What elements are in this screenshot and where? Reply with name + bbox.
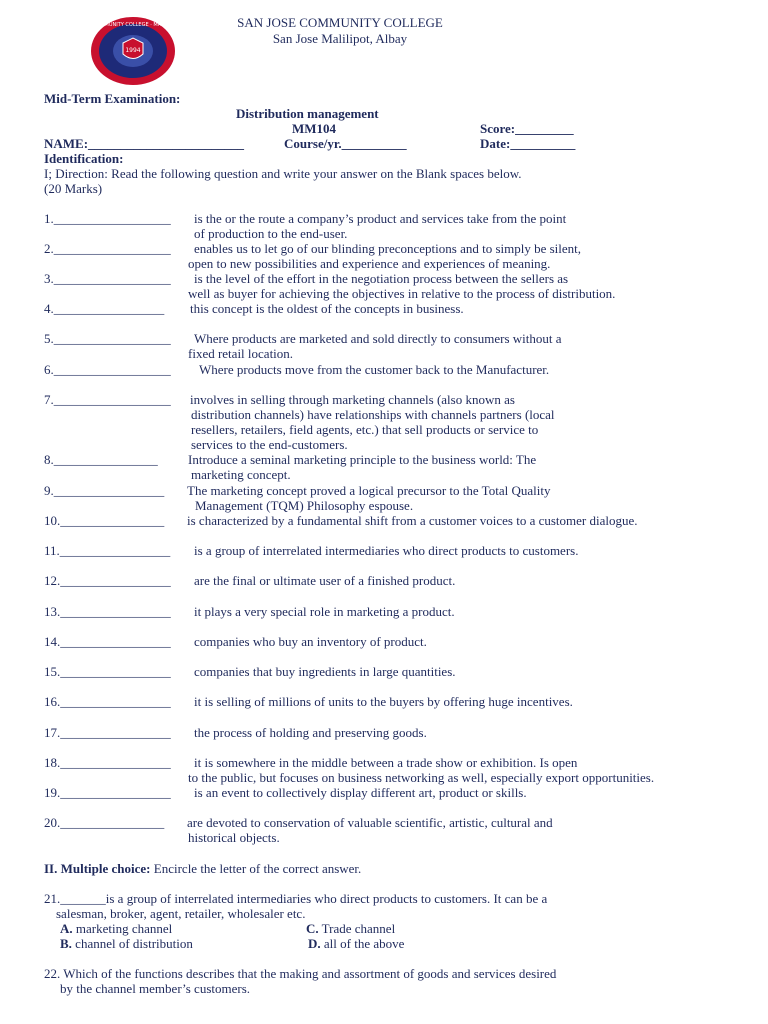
item-4-line-1: this concept is the oldest of the concepts in business. xyxy=(190,301,464,316)
exam-type: Mid-Term Examination: xyxy=(44,91,181,106)
option-d-text: all of the above xyxy=(320,936,405,951)
item-16-line-1: it is selling of millions of units to the buyers by offering huge incentives. xyxy=(194,694,573,709)
item-10-number: 10.________________ xyxy=(44,513,165,528)
option-a-text: marketing channel xyxy=(72,921,173,936)
item-16-number: 16._________________ xyxy=(44,694,171,709)
college-name: SAN JOSE COMMUNITY COLLEGE xyxy=(237,15,443,30)
item-9-line-1: The marketing concept proved a logical precursor to the Total Quality xyxy=(187,483,551,498)
part1-direction: I; Direction: Read the following question and write your answer on the Blank spaces below. xyxy=(44,166,522,181)
item-7-number: 7.__________________ xyxy=(44,392,171,407)
item-19-number: 19._________________ xyxy=(44,785,171,800)
exam-subject: Distribution management xyxy=(236,106,379,121)
q21-option-b xyxy=(60,936,193,951)
q21-line-1: 21._______is a group of interrelated intermediaries who direct products to customers. It can be a xyxy=(44,891,548,906)
item-20-line-1: are devoted to conservation of valuable scientific, artistic, cultural and xyxy=(187,815,553,830)
item-13-line-1: it plays a very special role in marketing a product. xyxy=(194,604,455,619)
option-a-letter: A. xyxy=(60,921,73,936)
item-2-line-1: enables us to let go of our blinding preconceptions and to simply be silent, xyxy=(194,241,582,256)
q21-option-a xyxy=(60,921,172,936)
item-2-number: 2.__________________ xyxy=(44,241,171,256)
item-19-line-1: is an event to collectively display different art, product or skills. xyxy=(194,785,527,800)
item-5-line-2: fixed retail location. xyxy=(188,346,294,361)
part1-marks: (20 Marks) xyxy=(44,181,103,196)
option-d-letter: D. xyxy=(308,936,321,951)
part2-title-rest: Encircle the letter of the correct answer. xyxy=(150,861,362,876)
q22-line-1: 22. Which of the functions describes that the making and assortment of goods and services desired xyxy=(44,966,557,981)
item-14-number: 14._________________ xyxy=(44,634,171,649)
option-b-letter: B. xyxy=(60,936,72,951)
item-1-line-2: of production to the end-user. xyxy=(194,226,348,241)
exam-code: MM104 xyxy=(292,121,337,136)
item-17-number: 17._________________ xyxy=(44,725,171,740)
college-address: San Jose Malilipot, Albay xyxy=(272,31,408,46)
part1-title: Identification: xyxy=(44,151,124,166)
item-6-number: 6.__________________ xyxy=(44,362,171,377)
date-field: Date:__________ xyxy=(480,136,576,151)
item-18-line-2: to the public, but focuses on business networking as well, especially export opportunities. xyxy=(188,770,655,785)
item-8-line-2: marketing concept. xyxy=(191,467,291,482)
option-c-text: Trade channel xyxy=(318,921,396,936)
item-17-line-1: the process of holding and preserving goods. xyxy=(194,725,427,740)
item-11-line-1: is a group of interrelated intermediaries who direct products to customers. xyxy=(194,543,579,558)
item-6-line-1: Where products move from the customer back to the Manufacturer. xyxy=(199,362,550,377)
item-10-line-1: is characterized by a fundamental shift from a customer voices to a customer dialogue. xyxy=(187,513,638,528)
item-20-line-2: historical objects. xyxy=(188,830,280,845)
item-5-line-1: Where products are marketed and sold directly to consumers without a xyxy=(194,331,562,346)
item-15-line-1: companies that buy ingredients in large quantities. xyxy=(194,664,456,679)
item-15-number: 15._________________ xyxy=(44,664,171,679)
item-8-line-1: Introduce a seminal marketing principle to the business world: The xyxy=(188,452,537,467)
item-11-number: 11._________________ xyxy=(44,543,171,558)
item-8-number: 8.________________ xyxy=(44,452,158,467)
item-20-number: 20.________________ xyxy=(44,815,165,830)
course-field: Course/yr.__________ xyxy=(284,136,407,151)
item-18-number: 18._________________ xyxy=(44,755,171,770)
item-1-number: 1.__________________ xyxy=(44,211,171,226)
name-field: NAME:________________________ xyxy=(44,136,245,151)
item-7-line-1: involves in selling through marketing channels (also known as xyxy=(190,392,515,407)
item-2-line-2: open to new possibilities and experience and experiences of meaning. xyxy=(188,256,551,271)
q21-option-c xyxy=(306,921,395,936)
item-13-number: 13._________________ xyxy=(44,604,171,619)
item-18-line-1: it is somewhere in the middle between a trade show or exhibition. Is open xyxy=(194,755,578,770)
item-7-line-4: services to the end-customers. xyxy=(191,437,348,452)
item-12-line-1: are the final or ultimate user of a finished product. xyxy=(194,573,456,588)
item-7-line-3: resellers, retailers, field agents, etc.) that sell products or service to xyxy=(191,422,539,437)
item-3-line-1: is the level of the effort in the negotiation process between the sellers as xyxy=(194,271,569,286)
option-b-text: channel of distribution xyxy=(71,936,193,951)
item-1-line-1: is the or the route a company’s product and services take from the point xyxy=(194,211,567,226)
item-3-number: 3.__________________ xyxy=(44,271,171,286)
item-5-number: 5.__________________ xyxy=(44,331,171,346)
score-field: Score:_________ xyxy=(480,121,574,136)
part2-title-bold: II. Multiple choice: xyxy=(44,861,151,876)
item-9-line-2: Management (TQM) Philosophy espouse. xyxy=(195,498,414,513)
q21-line-2: salesman, broker, agent, retailer, wholesaler etc. xyxy=(56,906,306,921)
item-14-line-1: companies who buy an inventory of product. xyxy=(194,634,427,649)
item-12-number: 12._________________ xyxy=(44,573,171,588)
part2-title xyxy=(44,861,361,876)
item-3-line-2: well as buyer for achieving the objectives in relative to the process of distribution. xyxy=(188,286,616,301)
q21-option-d xyxy=(308,936,404,951)
item-9-number: 9._________________ xyxy=(44,483,165,498)
item-4-number: 4._________________ xyxy=(44,301,165,316)
option-c-letter: C. xyxy=(306,921,319,936)
q22-line-2: by the channel member’s customers. xyxy=(60,981,251,996)
item-7-line-2: distribution channels) have relationships with channels partners (local xyxy=(191,407,555,422)
seal-ring-text: SAN JOSE COMMUNITY COLLEGE · MALILIPOT, ALBAY xyxy=(67,22,199,28)
seal-year: 1994 xyxy=(125,47,141,54)
